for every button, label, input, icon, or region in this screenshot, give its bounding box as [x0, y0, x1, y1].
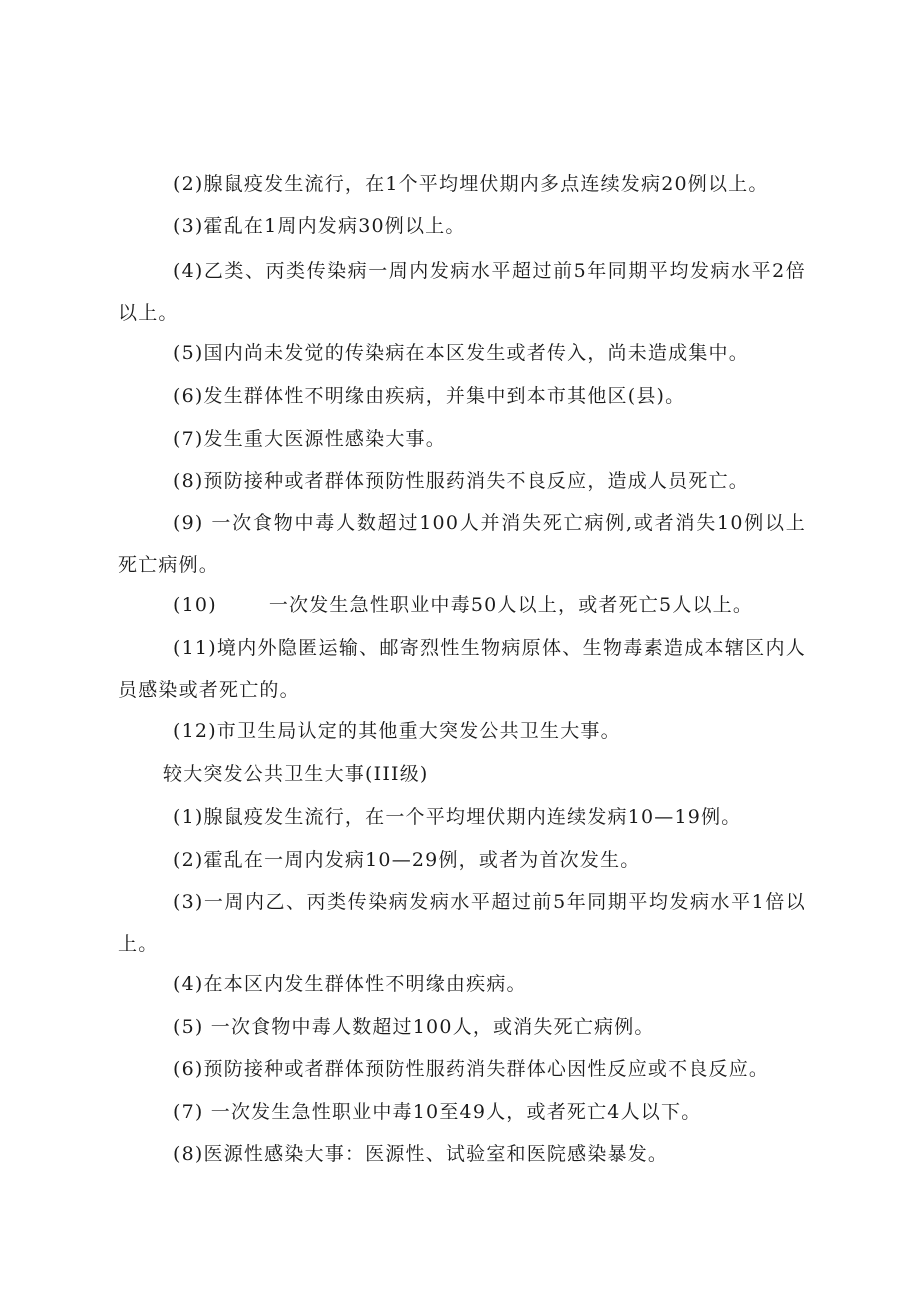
paragraph-item-2: (2)腺鼠疫发生流行，在1个平均埋伏期内多点连续发病20例以上。 — [173, 173, 769, 195]
paragraph-level3-item-8: (8)医源性感染大事：医源性、试验室和医院感染暴发。 — [173, 1143, 669, 1165]
paragraph-item-10 — [118, 584, 806, 626]
paragraph-item-11: (11)境内外隐匿运输、邮寄烈性生物病原体、生物毒素造成本辖区内人员感染或者死亡的。 — [118, 637, 806, 701]
item-10-text: 一次发生急性职业中毒50人以上，或者死亡5人以上。 — [268, 594, 754, 616]
paragraph-level3-item-3: (3)一周内乙、丙类传染病发病水平超过前5年同期平均发病水平1倍以上。 — [118, 891, 806, 955]
section-heading-level-3: 较大突发公共卫生大事(III级) — [163, 763, 429, 785]
paragraph-item-8: (8)预防接种或者群体预防性服药消失不良反应，造成人员死亡。 — [173, 470, 749, 492]
item-10-number: (10) — [173, 594, 217, 616]
paragraph-level3-item-1: (1)腺鼠疫发生流行，在一个平均埋伏期内连续发病10—19例。 — [173, 806, 742, 828]
paragraph-level3-item-4: (4)在本区内发生群体性不明缘由疾病。 — [173, 973, 527, 995]
paragraph-item-12: (12)市卫生局认定的其他重大突发公共卫生大事。 — [173, 720, 621, 742]
paragraph-level3-item-5: (5) 一次食物中毒人数超过100人，或消失死亡病例。 — [173, 1016, 655, 1038]
paragraph-item-4: (4)乙类、丙类传染病一周内发病水平超过前5年同期平均发病水平2倍以上。 — [118, 260, 806, 324]
paragraph-item-9: (9) 一次食物中毒人数超过100人并消失死亡病例,或者消失10例以上死亡病例。 — [118, 512, 806, 576]
paragraph-level3-item-2: (2)霍乱在一周内发病10—29例，或者为首次发生。 — [173, 849, 641, 871]
paragraph-level3-item-6: (6)预防接种或者群体预防性服药消失群体心因性反应或不良反应。 — [173, 1058, 770, 1080]
paragraph-item-7: (7)发生重大医源性感染大事。 — [173, 428, 446, 450]
paragraph-item-5: (5)国内尚未发觉的传染病在本区发生或者传入，尚未造成集中。 — [173, 342, 749, 364]
paragraph-level3-item-7: (7) 一次发生急性职业中毒10至49人，或者死亡4人以下。 — [173, 1101, 702, 1123]
paragraph-item-6: (6)发生群体性不明缘由疾病，并集中到本市其他区(县)。 — [173, 385, 686, 407]
paragraph-item-3: (3)霍乱在1周内发病30例以上。 — [173, 215, 466, 237]
